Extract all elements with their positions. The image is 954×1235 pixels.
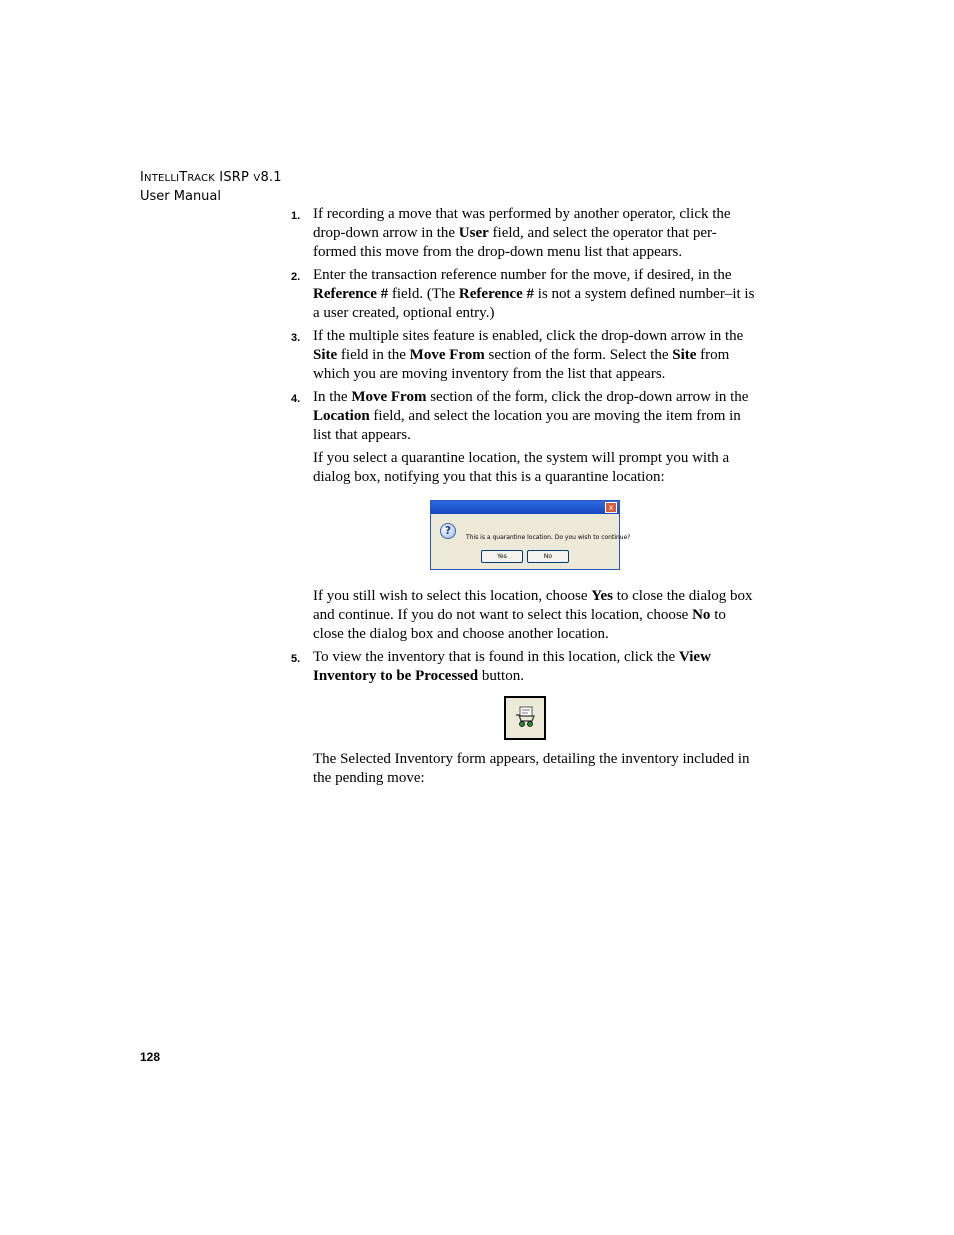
bold-term: Location: [313, 408, 370, 424]
manual-subtitle: User Manual: [140, 189, 222, 204]
brand-letter-i: I: [140, 170, 145, 185]
bold-term: View Inventory to be Processed: [313, 649, 711, 684]
quarantine-dialog: [430, 500, 631, 570]
text-run: Enter the transaction reference number for the move, if desired, in the: [313, 267, 732, 283]
dialog-message: This is a quarantine location. Do you wish to continue?: [466, 534, 631, 541]
running-header: [140, 169, 282, 206]
text-run: field, and select the location you are moving the item from in list that appears.: [313, 408, 741, 443]
step-1: [291, 205, 761, 262]
step-4: [291, 388, 761, 445]
page-number: 128: [140, 1050, 161, 1064]
step-number: 5.: [291, 653, 301, 665]
bold-term: Yes: [591, 588, 613, 604]
text-run: field in the: [337, 347, 410, 363]
yes-button[interactable]: Yes: [481, 550, 523, 563]
step-text: [313, 205, 757, 262]
text-run: button.: [478, 668, 524, 684]
quarantine-paragraph: If you select a quarantine location, the system will prompt you with a dialog box, notifying you that this is a quarantine location:: [313, 450, 730, 485]
brand-version: 8.1: [260, 170, 282, 185]
text-run: to close the dialog box and continue. If you do not want to select this location, choose: [313, 588, 753, 623]
text-run: from which you are moving inventory from the list that appears.: [313, 347, 730, 382]
step-number: 3.: [291, 332, 301, 344]
text-run: field, and select the operator that per-formed this move from the drop-down menu list that appears.: [313, 225, 717, 260]
cart-icon: [514, 706, 536, 728]
bold-term: Site: [672, 347, 697, 363]
text-run: If the multiple sites feature is enabled, click the drop-down arrow in the: [313, 328, 744, 344]
view-inventory-button[interactable]: [504, 696, 546, 740]
step-number: 2.: [291, 271, 301, 283]
step-3: [291, 327, 761, 384]
brand-smallcaps-rack: RACK: [187, 173, 215, 184]
text-run: field. (The: [388, 286, 459, 302]
bold-term: User: [458, 225, 489, 241]
text-run: If you still wish to select this location, choose: [313, 588, 592, 604]
text-run: section of the form. Select the: [484, 347, 673, 363]
text-run: section of the form, click the drop-down arrow in the: [426, 389, 749, 405]
bold-term: Reference #: [458, 286, 535, 302]
brand-smallcaps-ntelli: NTELLI: [144, 173, 180, 184]
product-title: [140, 169, 282, 188]
question-icon: ?: [440, 523, 456, 539]
no-button[interactable]: No: [527, 550, 569, 563]
text-run: to close the dialog box and choose another location.: [313, 607, 726, 642]
selected-inventory-paragraph: The Selected Inventory form appears, detailing the inventory included in the pending move:: [313, 751, 750, 786]
brand-product: ISRP: [214, 170, 254, 185]
text-run: In the: [313, 389, 352, 405]
text-run: If recording a move that was performed by another operator, click the drop-down arrow in the: [313, 206, 731, 241]
brand-letter-t: T: [179, 170, 188, 185]
text-run: To view the inventory that is found in this location, click the: [313, 649, 679, 665]
step-number: 1.: [291, 210, 301, 222]
step-text: [313, 648, 757, 686]
choose-paragraph: [313, 587, 757, 644]
bold-term: Site: [313, 347, 338, 363]
step-2: [291, 266, 761, 323]
brand-v: V: [253, 173, 261, 184]
bold-term: Move From: [351, 389, 427, 405]
step-5: [291, 648, 761, 686]
bold-term: Reference #: [313, 286, 389, 302]
bold-term: Move From: [409, 347, 485, 363]
step-text: [313, 388, 757, 445]
dialog-title-bar: [431, 501, 619, 514]
bold-term: No: [692, 607, 711, 623]
text-run: is not a system defined number–it is a user created, optional entry.): [313, 286, 755, 321]
main-content: [291, 205, 761, 792]
close-icon[interactable]: x: [605, 502, 617, 513]
step-text: [313, 327, 757, 384]
step-text: [313, 266, 757, 323]
step-number: 4.: [291, 393, 301, 405]
